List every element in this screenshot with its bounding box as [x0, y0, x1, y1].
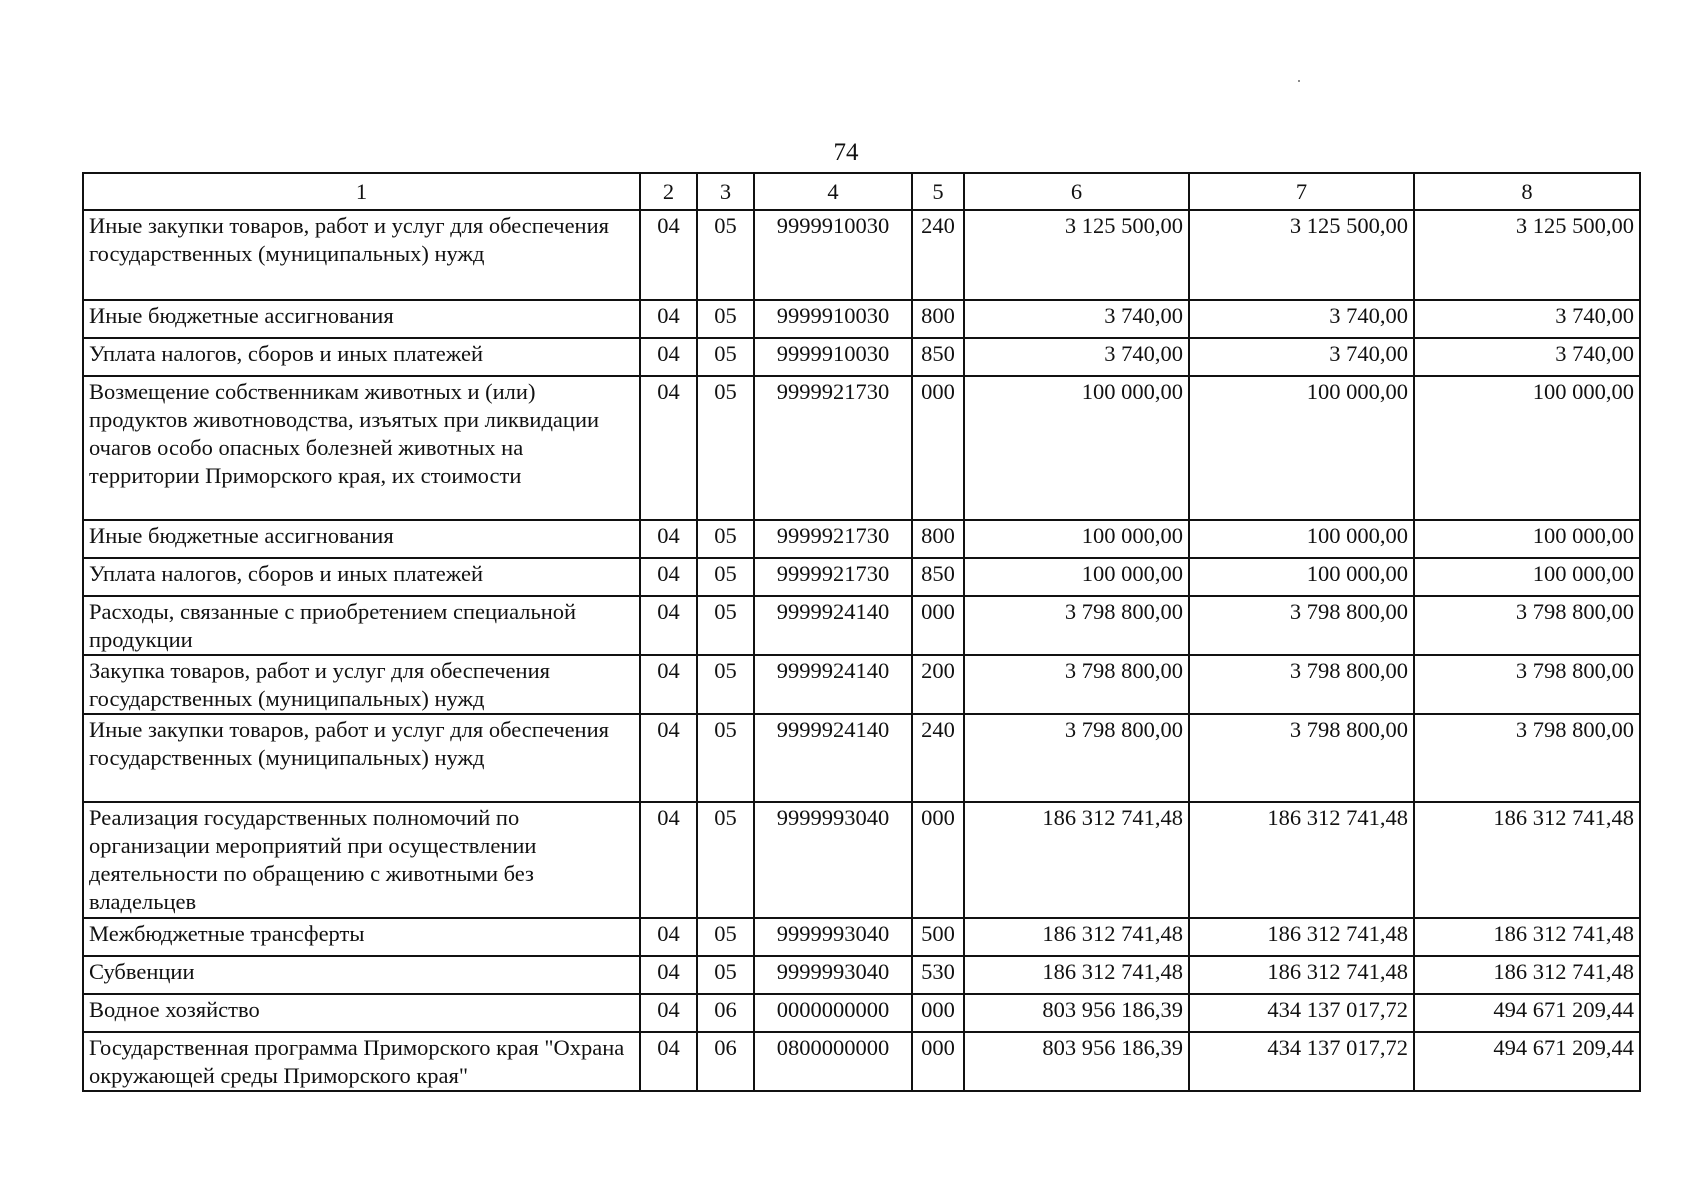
amount-col-8: 186 312 741,48 [1414, 918, 1640, 956]
section-code: 04 [640, 802, 697, 918]
column-header: 6 [964, 173, 1189, 210]
subsection-code: 05 [697, 376, 754, 520]
section-code: 04 [640, 714, 697, 802]
section-code: 04 [640, 956, 697, 994]
table-row [83, 338, 1640, 376]
table-row [83, 802, 1640, 918]
row-name: Возмещение собственникам животных и (или) продуктов животноводства, изъятых при ликвидации очагов особо опасных болезней животных на территории Приморского края, их стоимости [83, 376, 640, 520]
table-row [83, 655, 1640, 714]
expense-type-code: 240 [912, 210, 964, 300]
section-code: 04 [640, 338, 697, 376]
section-code: 04 [640, 1032, 697, 1091]
table-row [83, 300, 1640, 338]
amount-col-8: 186 312 741,48 [1414, 802, 1640, 918]
expense-type-code: 800 [912, 300, 964, 338]
target-article-code: 9999910030 [754, 338, 912, 376]
expense-type-code: 850 [912, 558, 964, 596]
amount-col-8: 3 798 800,00 [1414, 655, 1640, 714]
amount-col-8: 494 671 209,44 [1414, 1032, 1640, 1091]
target-article-code: 9999993040 [754, 918, 912, 956]
amount-col-6: 803 956 186,39 [964, 994, 1189, 1032]
amount-col-6: 803 956 186,39 [964, 1032, 1189, 1091]
amount-col-7: 3 740,00 [1189, 338, 1414, 376]
amount-col-7: 3 740,00 [1189, 300, 1414, 338]
row-name: Уплата налогов, сборов и иных платежей [83, 338, 640, 376]
row-name: Иные бюджетные ассигнования [83, 520, 640, 558]
amount-col-7: 186 312 741,48 [1189, 956, 1414, 994]
expense-type-code: 800 [912, 520, 964, 558]
expense-type-code: 850 [912, 338, 964, 376]
expense-type-code: 240 [912, 714, 964, 802]
amount-col-7: 3 125 500,00 [1189, 210, 1414, 300]
table-row [83, 210, 1640, 300]
amount-col-7: 100 000,00 [1189, 558, 1414, 596]
subsection-code: 05 [697, 655, 754, 714]
row-name: Иные бюджетные ассигнования [83, 300, 640, 338]
amount-col-7: 100 000,00 [1189, 520, 1414, 558]
target-article-code: 9999910030 [754, 300, 912, 338]
table-row [83, 1032, 1640, 1091]
amount-col-6: 3 798 800,00 [964, 596, 1189, 655]
amount-col-7: 3 798 800,00 [1189, 714, 1414, 802]
amount-col-7: 3 798 800,00 [1189, 655, 1414, 714]
target-article-code: 0000000000 [754, 994, 912, 1032]
subsection-code: 06 [697, 994, 754, 1032]
row-name: Межбюджетные трансферты [83, 918, 640, 956]
table-row [83, 558, 1640, 596]
subsection-code: 05 [697, 714, 754, 802]
amount-col-6: 186 312 741,48 [964, 918, 1189, 956]
subsection-code: 05 [697, 802, 754, 918]
amount-col-8: 100 000,00 [1414, 520, 1640, 558]
target-article-code: 0800000000 [754, 1032, 912, 1091]
target-article-code: 9999924140 [754, 714, 912, 802]
section-code: 04 [640, 210, 697, 300]
target-article-code: 9999921730 [754, 376, 912, 520]
page-number: 74 [833, 139, 859, 166]
expense-type-code: 000 [912, 994, 964, 1032]
table-row [83, 994, 1640, 1032]
table-row [83, 520, 1640, 558]
column-header: 3 [697, 173, 754, 210]
expense-type-code: 000 [912, 802, 964, 918]
table-row [83, 956, 1640, 994]
row-name: Закупка товаров, работ и услуг для обеспечения государственных (муниципальных) нужд [83, 655, 640, 714]
amount-col-7: 434 137 017,72 [1189, 994, 1414, 1032]
amount-col-8: 3 798 800,00 [1414, 596, 1640, 655]
expense-type-code: 200 [912, 655, 964, 714]
budget-table [82, 172, 1641, 1092]
table-row [83, 596, 1640, 655]
subsection-code: 05 [697, 596, 754, 655]
target-article-code: 9999921730 [754, 558, 912, 596]
amount-col-6: 100 000,00 [964, 376, 1189, 520]
amount-col-8: 3 740,00 [1414, 300, 1640, 338]
section-code: 04 [640, 520, 697, 558]
amount-col-6: 3 798 800,00 [964, 655, 1189, 714]
subsection-code: 06 [697, 1032, 754, 1091]
table-row [83, 714, 1640, 802]
scan-speck [1298, 80, 1300, 82]
target-article-code: 9999921730 [754, 520, 912, 558]
target-article-code: 9999910030 [754, 210, 912, 300]
section-code: 04 [640, 558, 697, 596]
row-name: Реализация государственных полномочий по организации мероприятий при осуществлении деятельности по обращению с животными без владельцев [83, 802, 640, 918]
column-header: 8 [1414, 173, 1640, 210]
subsection-code: 05 [697, 956, 754, 994]
amount-col-7: 186 312 741,48 [1189, 918, 1414, 956]
amount-col-6: 3 740,00 [964, 338, 1189, 376]
column-header: 5 [912, 173, 964, 210]
subsection-code: 05 [697, 558, 754, 596]
amount-col-6: 3 740,00 [964, 300, 1189, 338]
section-code: 04 [640, 376, 697, 520]
target-article-code: 9999993040 [754, 802, 912, 918]
row-name: Иные закупки товаров, работ и услуг для обеспечения государственных (муниципальных) нужд [83, 210, 640, 300]
amount-col-7: 434 137 017,72 [1189, 1032, 1414, 1091]
amount-col-8: 100 000,00 [1414, 558, 1640, 596]
subsection-code: 05 [697, 520, 754, 558]
row-name: Расходы, связанные с приобретением специальной продукции [83, 596, 640, 655]
target-article-code: 9999993040 [754, 956, 912, 994]
column-header: 7 [1189, 173, 1414, 210]
target-article-code: 9999924140 [754, 596, 912, 655]
section-code: 04 [640, 300, 697, 338]
amount-col-8: 3 125 500,00 [1414, 210, 1640, 300]
section-code: 04 [640, 596, 697, 655]
amount-col-6: 186 312 741,48 [964, 956, 1189, 994]
amount-col-6: 3 125 500,00 [964, 210, 1189, 300]
section-code: 04 [640, 918, 697, 956]
subsection-code: 05 [697, 918, 754, 956]
amount-col-8: 3 798 800,00 [1414, 714, 1640, 802]
row-name: Иные закупки товаров, работ и услуг для обеспечения государственных (муниципальных) нужд [83, 714, 640, 802]
subsection-code: 05 [697, 338, 754, 376]
amount-col-6: 100 000,00 [964, 558, 1189, 596]
table-row [83, 376, 1640, 520]
subsection-code: 05 [697, 210, 754, 300]
amount-col-8: 494 671 209,44 [1414, 994, 1640, 1032]
header-row [83, 173, 1640, 210]
column-header: 2 [640, 173, 697, 210]
row-name: Субвенции [83, 956, 640, 994]
column-header: 4 [754, 173, 912, 210]
expense-type-code: 000 [912, 376, 964, 520]
amount-col-8: 3 740,00 [1414, 338, 1640, 376]
amount-col-7: 3 798 800,00 [1189, 596, 1414, 655]
row-name: Водное хозяйство [83, 994, 640, 1032]
expense-type-code: 500 [912, 918, 964, 956]
row-name: Государственная программа Приморского края "Охрана окружающей среды Приморского края" [83, 1032, 640, 1091]
amount-col-8: 100 000,00 [1414, 376, 1640, 520]
section-code: 04 [640, 655, 697, 714]
amount-col-8: 186 312 741,48 [1414, 956, 1640, 994]
target-article-code: 9999924140 [754, 655, 912, 714]
table-row [83, 918, 1640, 956]
row-name: Уплата налогов, сборов и иных платежей [83, 558, 640, 596]
expense-type-code: 530 [912, 956, 964, 994]
amount-col-6: 3 798 800,00 [964, 714, 1189, 802]
section-code: 04 [640, 994, 697, 1032]
subsection-code: 05 [697, 300, 754, 338]
expense-type-code: 000 [912, 1032, 964, 1091]
amount-col-6: 186 312 741,48 [964, 802, 1189, 918]
amount-col-7: 186 312 741,48 [1189, 802, 1414, 918]
amount-col-6: 100 000,00 [964, 520, 1189, 558]
column-header: 1 [83, 173, 640, 210]
amount-col-7: 100 000,00 [1189, 376, 1414, 520]
expense-type-code: 000 [912, 596, 964, 655]
